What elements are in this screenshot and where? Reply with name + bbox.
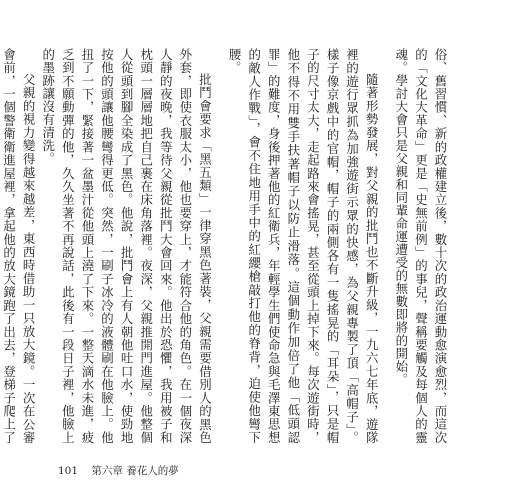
page-number: 101 — [58, 465, 79, 477]
paragraph: 隨著形勢發展，對父親的批鬥也不斷升級，一九六七年底，遊隊裡的遊行眾抓為加強遊街示眾的快感，為父親專製了頂「高帽子」。樣子像京戲中的官帽，帽子的兩側各有一隻搖晃的「耳朵」，只是帽子的尺寸太大，走起路來會搖晃，甚至從頭上掉下來。每次遊街時，他不得不用雙手扶著帽子以防止滑落。這個動作加倍了他「低頭認罪」的難度，身後押著他的紅衛兵，年輕學生們使命急與毛澤東思想的敵人作戰」，會不住地用手中的紅纓槍敲打他的脊背，迫使他彎下腰。 — [227, 48, 380, 444]
paragraph: 父親的視力變得越來越差，東西時借助一只放大鏡。一次在公審會前，一個警衛衛進屋裡，拿起他的放大鏡跑了出去，登梯子爬上了 — [1, 48, 37, 444]
vertical-text-block — [1, 48, 460, 444]
page-footer — [58, 463, 179, 478]
paragraph: 俗、舊習慣、新的政權建立後，數十次的政治運動愈演愈烈，而這次的「文化大革命」更是「史無前例」的事兒，聲稱要觸及每個人的靈魂。學討大會只是父親和同輩命運遭受的無數即將的開始。 — [393, 48, 448, 444]
paragraph: 批鬥會要求「黑五類」一律穿黑色著裝，父親需要借別人的黑色外套，即使衣服太小，他也要穿上，才能符合他的角色。在一個夜深人靜的夜晚，我等待父親從批鬥大會回來。他出於恐懼，我用被子和枕頭一層層地把自己裹在床角落裡。夜深，父親推開門進屋。他整個人從頭到腳全染成了黑色。他說，批鬥會上有人朝他吐口水，使勁地按他的頭讓他腰彎得更低。突然，一刷子冰冷的液體刷在他臉上。他扭了一下，緊接著一盆墨汁從他頭上澆了下來。一整天滴水未進，疲乏到不願動彈的他，久久坐著不再說話，此後有一段日子裡，他臉上的墨跡讓沒有清洗。 — [40, 48, 213, 444]
chapter-label: 第六章 養花人的夢 — [91, 465, 179, 477]
